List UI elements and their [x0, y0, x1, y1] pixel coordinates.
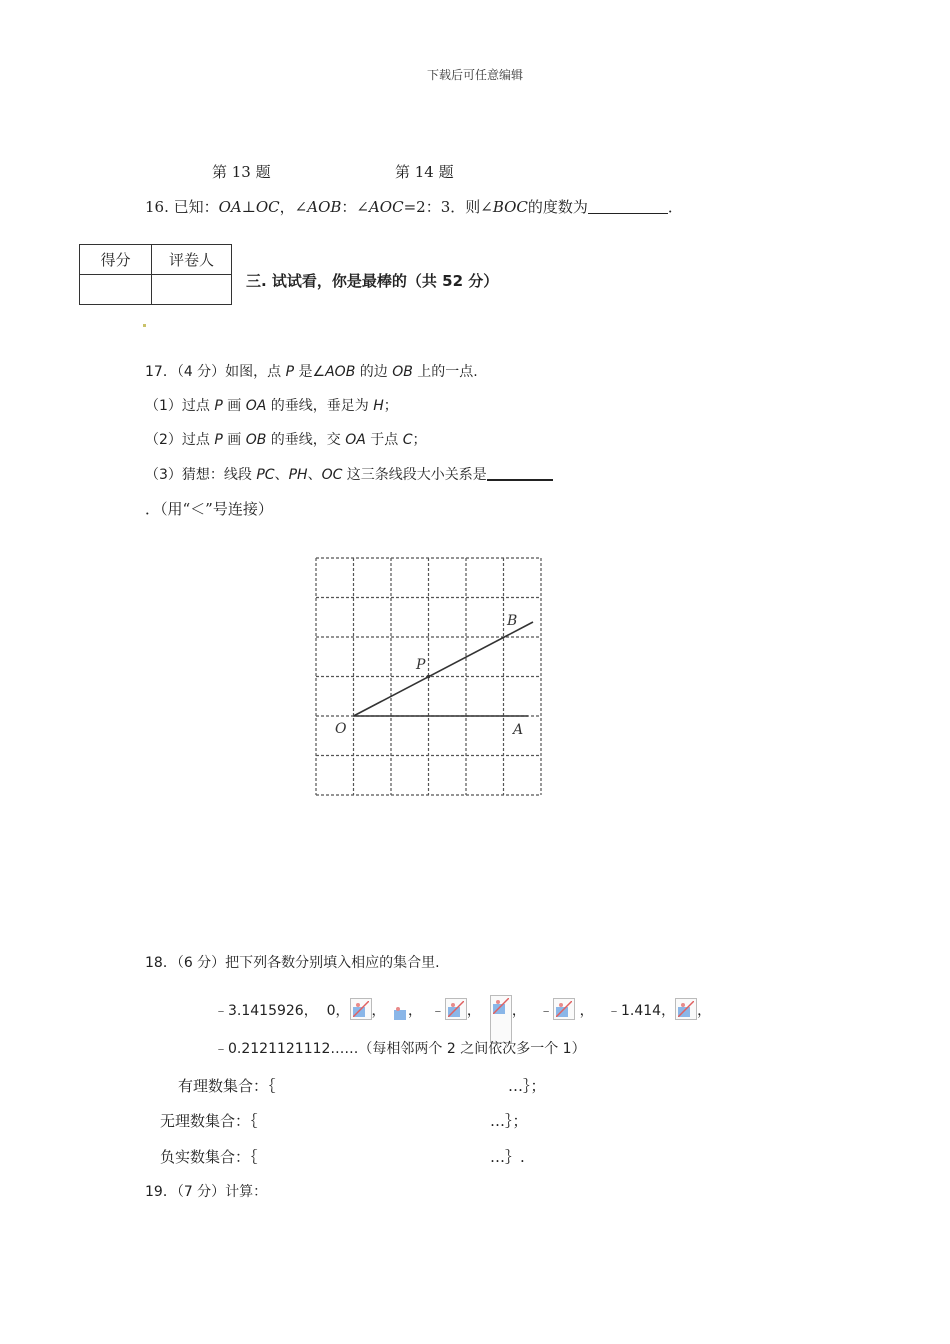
q18-title: 18．（6 分）把下列各数分别填入相应的集合里.: [145, 955, 440, 971]
q17-l1-b: 是∠: [294, 364, 326, 380]
q17-answer-blank[interactable]: [487, 464, 553, 481]
q18-decimal-number: ﹣0.2121121112……（每相邻两个 2 之间依次多一个 1）: [214, 1041, 586, 1057]
q17-l2-c: 的垂线，垂足为: [266, 398, 374, 414]
q18-c6: ，: [697, 1003, 712, 1019]
q17-l3-d: 于点: [365, 432, 403, 448]
q18-n2: 0，: [326, 1003, 350, 1019]
q17-l4-c: 、: [307, 467, 322, 483]
q17-line3: [145, 429, 427, 449]
q18-c3: ，: [466, 1003, 481, 1019]
angle-figure: [310, 552, 550, 802]
q16-ratio: =2：3．则∠: [403, 198, 493, 216]
q17-l1-ob: OB: [392, 364, 413, 380]
caption-q13: 第 13 题: [212, 163, 271, 181]
q17-line4: [145, 464, 553, 484]
q17-l4-d: 这三条线段大小关系是: [342, 467, 487, 483]
label-a: A: [513, 722, 524, 738]
ray-ob: [354, 622, 534, 716]
broken-image-icon: [490, 995, 512, 1043]
set-rational-end: …｝；: [508, 1077, 546, 1095]
q17-l4-oc: OC: [321, 467, 343, 483]
section-title: 三. 试试看，你是最棒的（共 52 分）: [246, 272, 499, 290]
score-table: [79, 244, 232, 305]
q16-oa: OA: [218, 198, 242, 216]
q16-answer-blank[interactable]: [588, 198, 668, 214]
q18-c2: ，: [408, 1003, 422, 1019]
page-header: 下载后可任意编辑: [426, 68, 523, 82]
set-negative-real-label: 负实数集合：｛: [160, 1148, 258, 1166]
q17-l1-c: 的边: [355, 364, 393, 380]
q19-title: 19．（7 分）计算：: [145, 1184, 268, 1200]
q17-l3-b: 画: [222, 432, 246, 448]
q16-boc: BOC: [492, 198, 528, 216]
stray-dot: [143, 324, 146, 327]
score-header: 得分: [80, 245, 152, 275]
broken-image-icon: [390, 1002, 408, 1020]
q16-aoc: AOC: [368, 198, 404, 216]
q16-perp: ⊥: [241, 198, 256, 216]
q18-number-list: [214, 995, 711, 1043]
point-p: [427, 675, 431, 679]
label-o: O: [335, 721, 347, 737]
q17-line5: ．（用“＜”号连接）: [145, 500, 273, 518]
broken-image-icon: [675, 998, 697, 1020]
q17-l4-ph: PH: [288, 467, 308, 483]
q17-l2-b: 画: [222, 398, 246, 414]
q16-end: ．: [667, 198, 683, 216]
q17-l3-ob: OB: [245, 432, 267, 448]
grader-cell[interactable]: [152, 275, 232, 305]
q17-l2-h: H: [373, 398, 384, 414]
q16-prefix: 16. 已知：: [145, 198, 219, 216]
label-p: P: [416, 657, 426, 673]
q16-oc: OC: [255, 198, 280, 216]
set-rational-label: 有理数集合：｛: [178, 1077, 276, 1095]
q17-l2-p: P: [214, 398, 223, 414]
q17-l2-d: ；: [383, 398, 398, 414]
q17-l4-pc: PC: [256, 467, 275, 483]
q17-line1: [145, 361, 478, 381]
q17-l2-a: （1）过点: [145, 398, 215, 414]
q17-l3-oa: OA: [345, 432, 366, 448]
question-16: [145, 196, 683, 217]
q18-n1: ﹣3.1415926，: [214, 1003, 318, 1019]
q18-neg2: ﹣: [539, 1003, 554, 1019]
q16-aob: AOB: [307, 198, 342, 216]
q17-l3-c-point: C: [402, 432, 413, 448]
q18-c5: ，: [579, 1003, 594, 1019]
q18-c1: ，: [371, 1003, 386, 1019]
set-irrational-end: …｝；: [490, 1112, 528, 1130]
q17-l1-p: P: [285, 364, 295, 380]
q16-colon1: ：∠: [341, 198, 369, 216]
q18-neg1: ﹣: [430, 1003, 445, 1019]
label-b: B: [507, 613, 518, 629]
q17-l1-d: 上的一点.: [412, 364, 478, 380]
set-negative-real-end: …｝.: [490, 1148, 525, 1166]
q17-l3-c: 的垂线，交: [266, 432, 346, 448]
q17-l3-a: （2）过点: [145, 432, 215, 448]
q18-c4: ，: [511, 1003, 526, 1019]
q17-l3-p: P: [214, 432, 223, 448]
broken-image-icon: [350, 998, 372, 1020]
q17-line2: [145, 395, 398, 415]
caption-q14: 第 14 题: [395, 163, 454, 181]
broken-image-icon: [445, 998, 467, 1020]
set-irrational-label: 无理数集合：｛: [160, 1112, 258, 1130]
q17-l1-a: 17．（4 分）如图，点: [145, 364, 286, 380]
q17-l3-e: ；: [412, 432, 427, 448]
broken-image-icon: [553, 998, 575, 1020]
grader-header: 评卷人: [152, 245, 232, 275]
q16-sep1: ，∠: [279, 198, 308, 216]
q17-l4-a: （3）猜想：线段: [145, 467, 257, 483]
q16-suffix: 的度数为: [527, 198, 588, 216]
q17-l4-b: 、: [274, 467, 289, 483]
q17-l2-oa: OA: [245, 398, 267, 414]
q17-l1-aob: AOB: [325, 364, 356, 380]
score-cell[interactable]: [80, 275, 152, 305]
q18-n3: ﹣1.414，: [606, 1003, 676, 1019]
